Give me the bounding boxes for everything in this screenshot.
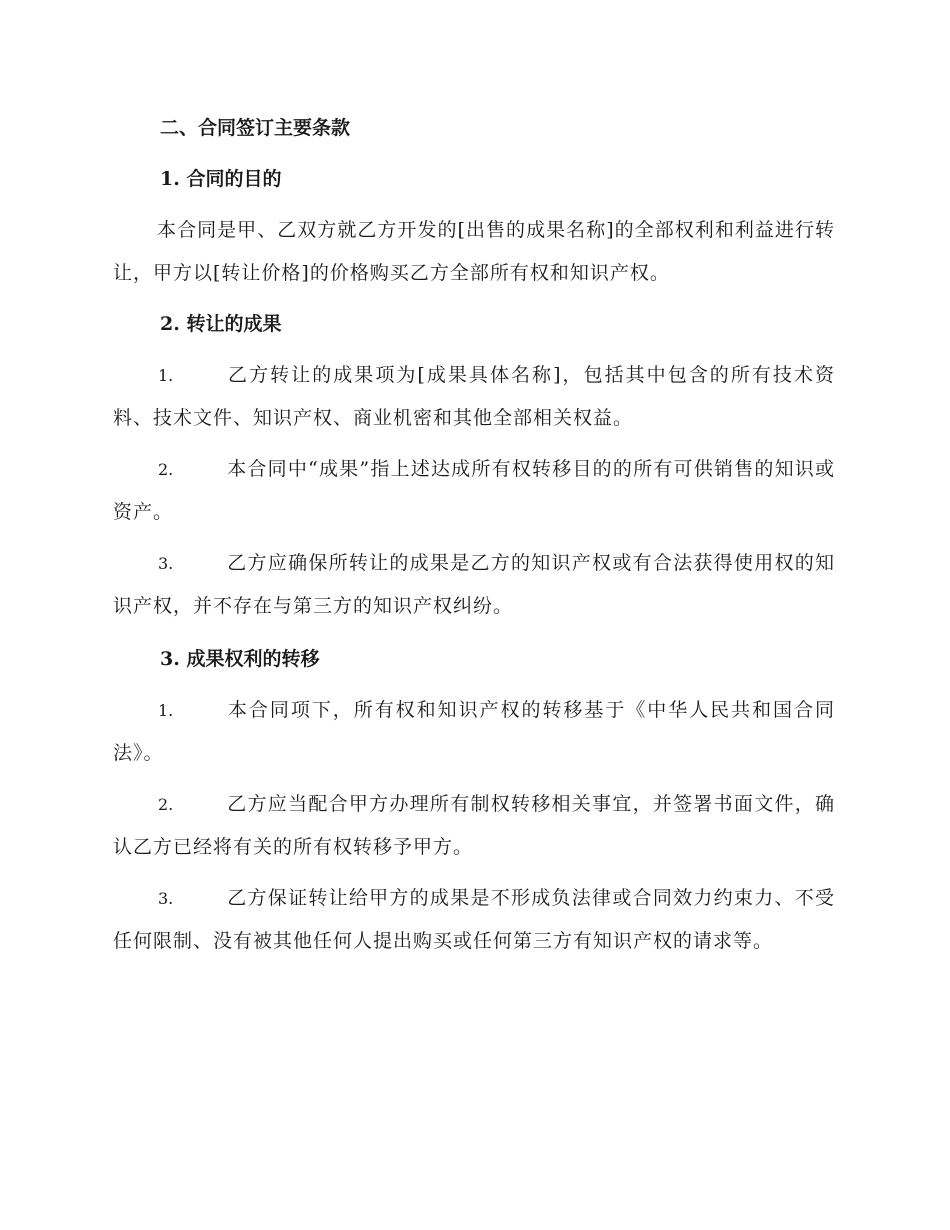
list-item xyxy=(113,783,835,869)
clause-heading-purpose: 1. 合同的目的 xyxy=(160,168,282,190)
list-item xyxy=(113,877,835,963)
list-item xyxy=(113,689,835,775)
item-text: 本合同项下，所有权和知识产权的转移基于《中华人民共和国合同法》。 xyxy=(113,699,835,764)
item-text: 乙方应当配合甲方办理所有制权转移相关事宜，并签署书面文件，确认乙方已经将有关的所有权转移予甲方。 xyxy=(113,793,835,858)
item-number: 2. xyxy=(158,795,174,814)
clause-heading-rights-transfer: 3. 成果权利的转移 xyxy=(160,648,320,670)
item-number: 1. xyxy=(158,701,174,720)
item-number: 2. xyxy=(158,460,174,479)
item-text: 乙方转让的成果项为[成果具体名称]，包括其中包含的所有技术资料、技术文件、知识产权、商业机密和其他全部相关权益。 xyxy=(113,364,835,429)
item-number: 1. xyxy=(158,366,174,385)
item-text: 本合同中“成果”指上述达成所有权转移目的的所有可供销售的知识或资产。 xyxy=(113,458,835,523)
item-number: 3. xyxy=(158,889,174,908)
item-text: 乙方应确保所转让的成果是乙方的知识产权或有合法获得使用权的知识产权，并不存在与第三方的知识产权纠纷。 xyxy=(113,552,835,617)
list-item xyxy=(113,542,835,628)
item-number: 3. xyxy=(158,554,174,573)
list-item xyxy=(113,448,835,534)
clause-heading-transferred-results: 2. 转让的成果 xyxy=(160,313,282,335)
clause-paragraph-purpose xyxy=(113,209,835,295)
paragraph-text: 本合同是甲、乙双方就乙方开发的[出售的成果名称]的全部权利和利益进行转让，甲方以[转让价格]的价格购买乙方全部所有权和知识产权。 xyxy=(113,219,835,284)
list-item xyxy=(113,354,835,440)
item-text: 乙方保证转让给甲方的成果是不形成负法律或合同效力约束力、不受任何限制、没有被其他任何人提出购买或任何第三方有知识产权的请求等。 xyxy=(113,887,835,952)
section-title: 二、合同签订主要条款 xyxy=(160,117,351,139)
